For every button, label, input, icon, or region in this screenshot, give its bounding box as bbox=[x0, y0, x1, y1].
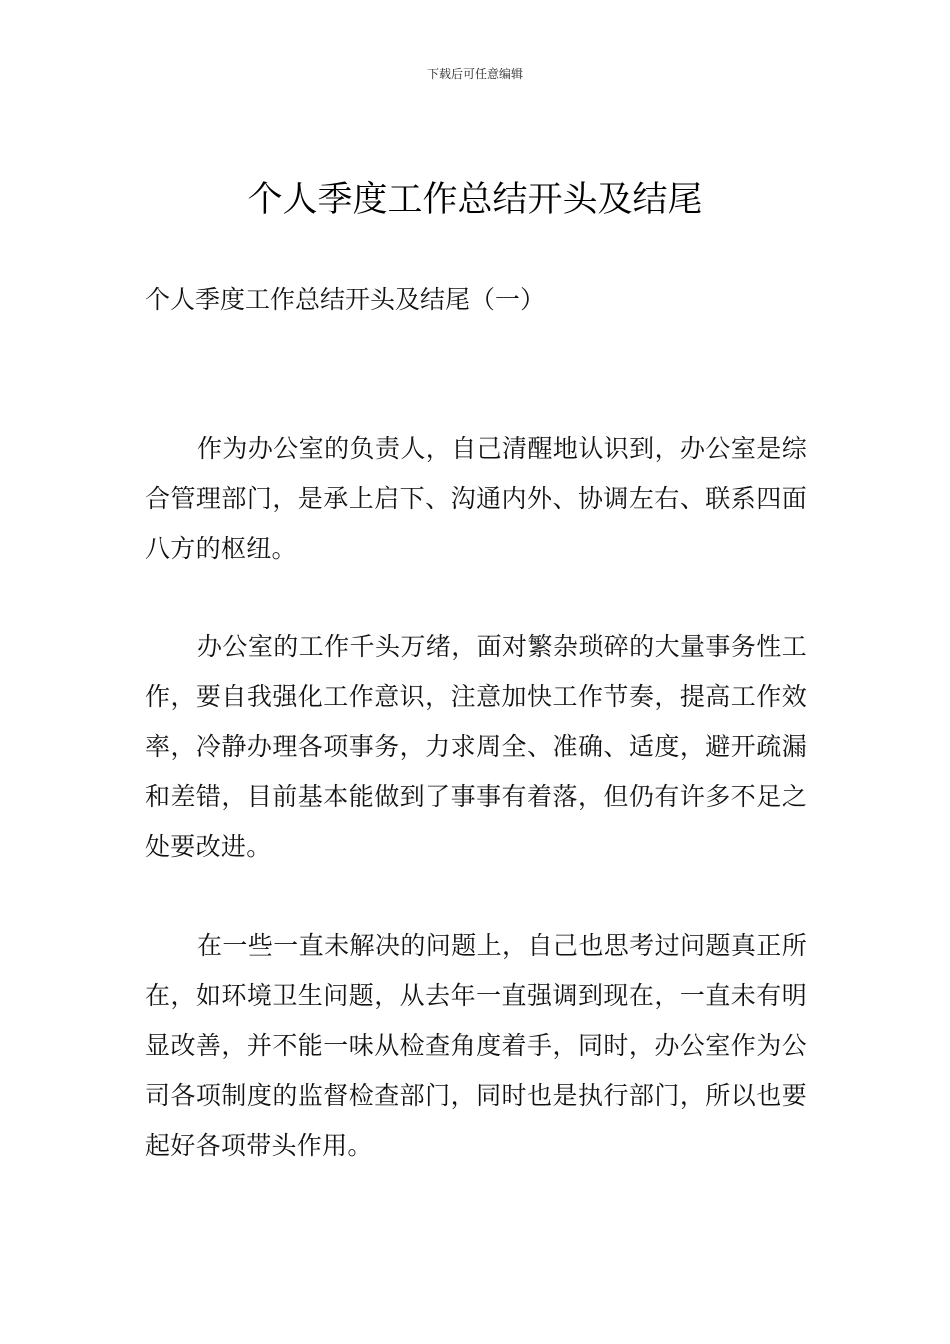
body-paragraph: 在一些一直未解决的问题上，自己也思考过问题真正所在，如环境卫生问题，从去年一直强调到现在，一直未有明显改善，并不能一味从检查角度着手，同时，办公室作为公司各项制度的监督检查部门，同时也是执行部门，所以也要起好各项带头作用。 bbox=[145, 931, 807, 1160]
document-title: 个人季度工作总结开头及结尾 bbox=[247, 180, 703, 220]
header-note: 下载后可任意编辑 bbox=[426, 67, 523, 81]
section-heading: 个人季度工作总结开头及结尾（一） bbox=[145, 285, 546, 314]
body-paragraph: 办公室的工作千头万绪，面对繁杂琐碎的大量事务性工作，要自我强化工作意识，注意加快工作节奏，提高工作效率，冷静办理各项事务，力求周全、准确、适度，避开疏漏和差错，目前基本能做到了事事有着落，但仍有许多不足之处要改进。 bbox=[145, 632, 807, 861]
body-paragraph: 作为办公室的负责人，自己清醒地认识到，办公室是综合管理部门，是承上启下、沟通内外、协调左右、联系四面八方的枢纽。 bbox=[145, 434, 807, 563]
